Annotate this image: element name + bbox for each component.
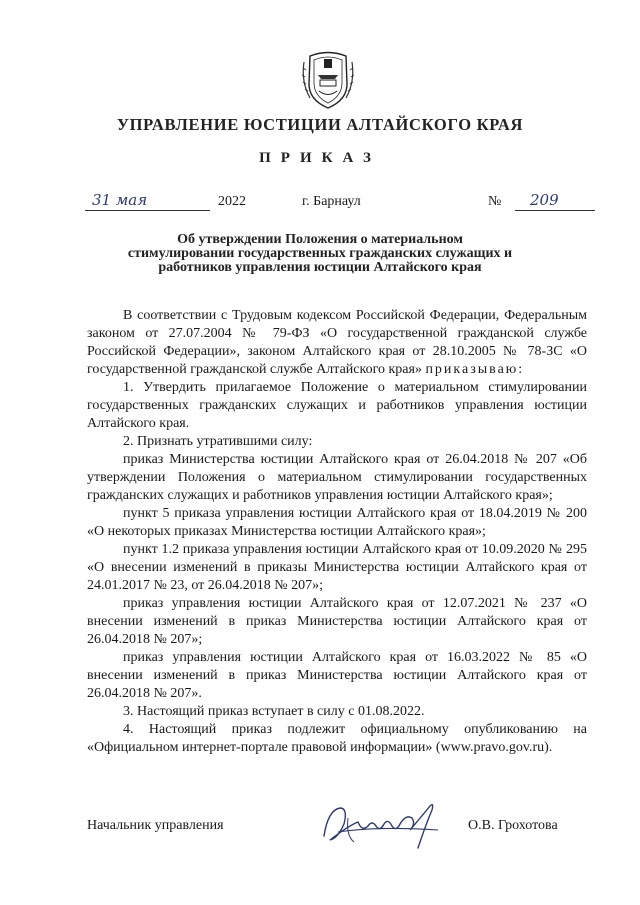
document-city: г. Барнаул xyxy=(302,194,361,209)
handwritten-date: 31 мая xyxy=(92,191,148,209)
document-type: ПРИКАЗ xyxy=(259,150,381,166)
item-2-c: пункт 1.2 приказа управления юстиции Алтайского края от 10.09.2020 № 295 «О внесении изменений в приказы Министерства юстиции Алтайского края от 24.01.2017 № 23, от 26.04.2018 № 207»; xyxy=(87,542,587,593)
coat-of-arms-emblem xyxy=(298,48,358,110)
document-number-label: № xyxy=(488,194,502,209)
signatory-position: Начальник управления xyxy=(87,818,224,833)
title-line-3: работников управления юстиции Алтайского края xyxy=(158,260,482,275)
title-line-1: Об утверждении Положения о материальном xyxy=(177,232,463,247)
item-2-b: пункт 5 приказа управления юстиции Алтайского края от 18.04.2019 № 200 «О некоторых приказах Министерства юстиции Алтайского края»; xyxy=(87,506,587,539)
document-title xyxy=(100,233,540,275)
preamble-text: В соответствии с Трудовым кодексом Российской Федерации, Федеральным законом от 27.07.2004 № 79-ФЗ «О государственной гражданской службе Российской Федерации», законом Алтайского края от 28.10.2005 № 78-ЗС «О государственной гражданской службе Алтайского края» xyxy=(87,308,587,377)
organization-name: УПРАВЛЕНИЕ ЮСТИЦИИ АЛТАЙСКОГО КРАЯ xyxy=(116,115,524,134)
title-line-2: стимулировании государственных гражданских служащих и xyxy=(127,246,513,261)
item-2: 2. Признать утратившими силу: xyxy=(123,434,313,449)
preamble-paragraph xyxy=(87,307,587,379)
number-underline xyxy=(515,210,595,211)
document-body xyxy=(87,307,587,757)
item-2-e: приказ управления юстиции Алтайского края от 16.03.2022 № 85 «О внесении изменений в приказ Министерства юстиции Алтайского края от 26.04.2018 № 207». xyxy=(87,650,587,701)
item-2-a: приказ Министерства юстиции Алтайского края от 26.04.2018 № 207 «Об утверждении Положения о материальном стимулировании государственных гражданских служащих и работников управления юстиции Алтайского края»; xyxy=(87,452,587,503)
date-underline xyxy=(85,210,210,211)
handwritten-number: 209 xyxy=(530,191,559,209)
item-3: 3. Настоящий приказ вступает в силу с 01.08.2022. xyxy=(123,704,425,719)
item-4: 4. Настоящий приказ подлежит официальному опубликованию на «Официальном интернет-портале правовой информации» (www.pravo.gov.ru). xyxy=(87,722,587,755)
signatory-name: О.В. Грохотова xyxy=(468,818,558,833)
handwritten-signature xyxy=(318,796,448,854)
item-1: 1. Утвердить прилагаемое Положение о материальном стимулировании государственных гражданских служащих и работников управления юстиции Алтайского края. xyxy=(87,380,587,431)
item-2-d: приказ управления юстиции Алтайского края от 12.07.2021 № 237 «О внесении изменений в приказ Министерства юстиции Алтайского края от 26.04.2018 № 207»; xyxy=(87,596,587,647)
order-word: приказываю: xyxy=(425,362,525,377)
document-year: 2022 xyxy=(218,194,246,209)
